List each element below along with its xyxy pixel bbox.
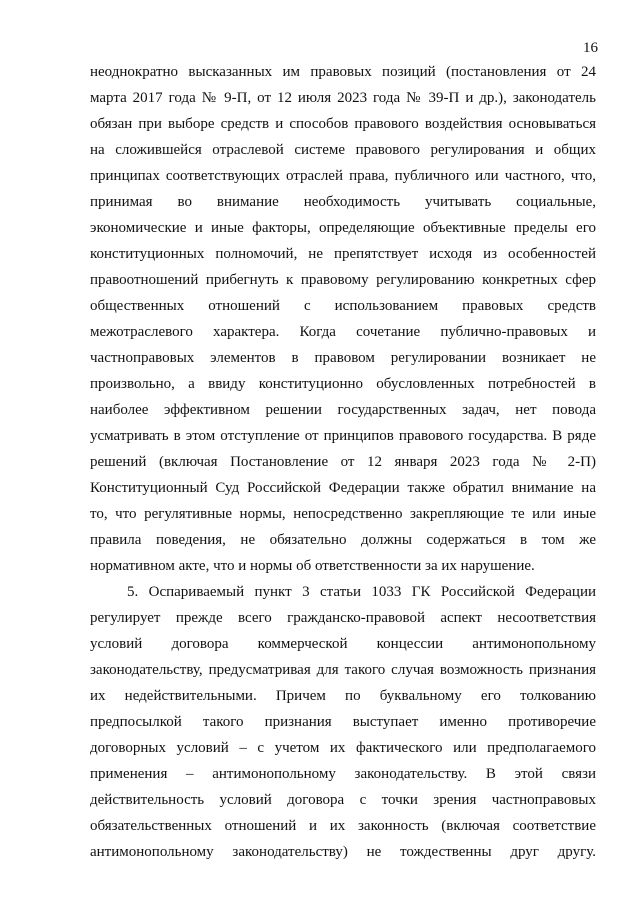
text-line: неоднократно высказанных им правовых позиций (постановления от 24 xyxy=(90,64,596,80)
text-line: правоотношений прибегнуть к правовому регулированию конкретных сфер xyxy=(90,272,596,288)
text-line: законодательству, предусматривая для такого случая возможность признания xyxy=(90,662,596,678)
text-line: то, что регулятивные нормы, непосредственно закрепляющие те или иные xyxy=(90,506,596,522)
text-line: усматривать в этом отступление от принципов правового государства. В ряде xyxy=(90,428,596,444)
text-line: условий договора коммерческой концессии антимонопольному xyxy=(90,636,596,652)
text-line: произвольно, а ввиду конституционно обусловленных потребностей в xyxy=(90,376,596,392)
text-line: действительность условий договора с точки зрения частноправовых xyxy=(90,792,596,808)
text-line: нормативном акте, что и нормы об ответственности за их нарушение. xyxy=(90,558,535,574)
text-line: межотраслевого характера. Когда сочетание публично-правовых и xyxy=(90,324,596,340)
text-line: обязан при выборе средств и способов правового воздействия основываться xyxy=(90,116,596,132)
text-line: договорных условий – с учетом их фактического или предполагаемого xyxy=(90,740,596,756)
text-line: Конституционный Суд Российской Федерации также обратил внимание на xyxy=(90,480,596,496)
text-line: общественных отношений с использованием правовых средств xyxy=(90,298,596,314)
page-number: 16 xyxy=(583,40,598,56)
text-line: на сложившейся отраслевой системе правового регулирования и общих xyxy=(90,142,596,158)
text-line: предпосылкой такого признания выступает именно противоречие xyxy=(90,714,596,730)
text-line: правила поведения, не обязательно должны содержаться в том же xyxy=(90,532,596,548)
text-line: обязательственных отношений и их законность (включая соответствие xyxy=(90,818,596,834)
text-line: регулирует прежде всего гражданско-правовой аспект несоответствия xyxy=(90,610,596,626)
body-text xyxy=(90,59,596,865)
text-line: конституционных полномочий, не препятствует исходя из особенностей xyxy=(90,246,596,262)
text-line: их недействительными. Причем по буквальному его толкованию xyxy=(90,688,596,704)
text-line: частноправовых элементов в правовом регулировании возникает не xyxy=(90,350,596,366)
text-line: экономические и иные факторы, определяющие объективные пределы его xyxy=(90,220,596,236)
text-line: 5. Оспариваемый пункт 3 статьи 1033 ГК Российской Федерации xyxy=(127,584,596,600)
text-line: применения – антимонопольному законодательству. В этой связи xyxy=(90,766,596,782)
text-line: марта 2017 года № 9-П, от 12 июля 2023 года № 39-П и др.), законодатель xyxy=(90,90,596,106)
text-line: принципах соответствующих отраслей права, публичного или частного, что, xyxy=(90,168,596,184)
text-line: антимонопольному законодательству) не тождественны друг другу. xyxy=(90,844,596,860)
text-line: принимая во внимание необходимость учитывать социальные, xyxy=(90,194,596,210)
text-line: решений (включая Постановление от 12 января 2023 года № 2-П) xyxy=(90,454,596,470)
text-line: наиболее эффективном решении государственных задач, нет повода xyxy=(90,402,596,418)
